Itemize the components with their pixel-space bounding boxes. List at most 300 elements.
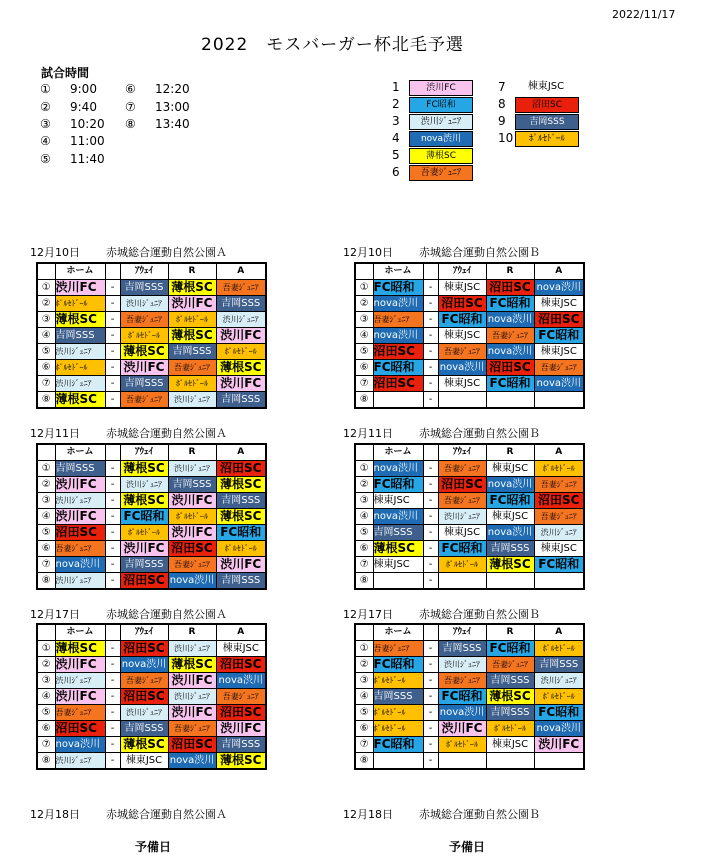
away-team: FC昭和 <box>120 509 168 525</box>
table-header-row <box>355 263 584 280</box>
home-team: 薄根SC <box>55 312 105 328</box>
away-team: 渋川ｼﾞｭﾆｱ <box>438 509 486 525</box>
legend-item <box>498 114 579 129</box>
legend-number: 1 <box>392 80 400 94</box>
home-team: FC昭和 <box>373 280 423 296</box>
match-number: ⑤ <box>37 525 55 541</box>
table-row <box>355 525 584 541</box>
match-separator: - <box>105 312 120 328</box>
match-number: ③ <box>37 493 55 509</box>
referee-team: 渋川FC <box>168 673 216 689</box>
legend-item <box>498 97 579 112</box>
referee-team: nova渋川 <box>168 573 216 590</box>
legend-number: 5 <box>392 148 400 162</box>
away-team: ﾎﾟﾙｾﾄﾞｰﾙ <box>438 737 486 753</box>
assistant-team: ﾎﾟﾙｾﾄﾞｰﾙ <box>534 461 584 477</box>
schedule-time-number: ④ <box>40 134 51 148</box>
table-row <box>355 657 584 673</box>
schedule-time-item <box>125 98 190 116</box>
referee-team: nova渋川 <box>168 753 216 770</box>
referee-team: ﾎﾟﾙｾﾄﾞｰﾙ <box>168 312 216 328</box>
away-team: 棟東JSC <box>438 376 486 392</box>
header-away: ｱｳｪｲ <box>438 263 486 280</box>
home-team: ﾎﾟﾙｾﾄﾞｰﾙ <box>55 296 105 312</box>
home-team: 渋川FC <box>55 657 105 673</box>
away-team: 薄根SC <box>120 737 168 753</box>
home-team: 吉岡SSS <box>373 689 423 705</box>
table-row <box>355 493 584 509</box>
referee-team: 薄根SC <box>168 280 216 296</box>
legend-item <box>392 97 473 112</box>
legend-team-box: nova渋川 <box>409 131 473 147</box>
table-row <box>37 493 266 509</box>
schedule-time-item <box>40 132 105 150</box>
match-number: ⑥ <box>37 721 55 737</box>
home-team: nova渋川 <box>55 737 105 753</box>
match-number: ⑥ <box>37 360 55 376</box>
referee-team: 渋川ｼﾞｭﾆｱ <box>168 461 216 477</box>
assistant-team: 吉岡SSS <box>216 392 266 409</box>
table-row <box>37 657 266 673</box>
assistant-team: 薄根SC <box>216 509 266 525</box>
referee-team: 沼田SC <box>168 541 216 557</box>
match-number: ② <box>355 657 373 673</box>
match-separator: - <box>105 525 120 541</box>
away-team: FC昭和 <box>438 312 486 328</box>
match-number: ⑥ <box>355 360 373 376</box>
header-away: ｱｳｪｲ <box>120 444 168 461</box>
referee-team: 薄根SC <box>168 328 216 344</box>
match-separator: - <box>423 280 438 296</box>
assistant-team: nova渋川 <box>216 673 266 689</box>
assistant-team: ﾎﾟﾙｾﾄﾞｰﾙ <box>534 689 584 705</box>
match-table <box>36 443 267 590</box>
referee-team: ﾎﾟﾙｾﾄﾞｰﾙ <box>486 721 534 737</box>
referee-team: 渋川FC <box>168 296 216 312</box>
section-header <box>30 606 227 622</box>
away-team: 沼田SC <box>438 477 486 493</box>
home-team: 吾妻ｼﾞｭﾆｱ <box>55 705 105 721</box>
referee-team: ﾎﾟﾙｾﾄﾞｰﾙ <box>168 376 216 392</box>
match-number: ⑧ <box>355 753 373 770</box>
table-row <box>37 280 266 296</box>
away-team: 吾妻ｼﾞｭﾆｱ <box>438 493 486 509</box>
home-team: 吾妻ｼﾞｭﾆｱ <box>373 641 423 657</box>
match-number: ① <box>37 280 55 296</box>
assistant-team: 吉岡SSS <box>216 296 266 312</box>
away-team: 渋川ｼﾞｭﾆｱ <box>438 657 486 673</box>
referee-team: 薄根SC <box>486 557 534 573</box>
referee-team <box>486 392 534 409</box>
home-team: FC昭和 <box>373 360 423 376</box>
match-separator: - <box>423 657 438 673</box>
match-number: ⑧ <box>355 392 373 409</box>
match-number: ⑦ <box>37 557 55 573</box>
header-away: ｱｳｪｲ <box>120 263 168 280</box>
legend-team-box: 吉岡SSS <box>515 114 579 130</box>
table-row <box>37 392 266 409</box>
match-separator: - <box>105 344 120 360</box>
match-number: ④ <box>355 328 373 344</box>
away-team: 渋川FC <box>120 360 168 376</box>
legend-team-box: FC昭和 <box>409 97 473 113</box>
home-team: 渋川ｼﾞｭﾆｱ <box>55 493 105 509</box>
assistant-team: nova渋川 <box>534 376 584 392</box>
referee-team: FC昭和 <box>486 296 534 312</box>
table-row <box>355 461 584 477</box>
assistant-team: 棟東JSC <box>534 296 584 312</box>
away-team: 沼田SC <box>120 689 168 705</box>
table-row <box>37 705 266 721</box>
referee-team: 棟東JSC <box>486 509 534 525</box>
match-number: ③ <box>355 673 373 689</box>
match-table <box>354 623 585 770</box>
table-header-row <box>37 444 266 461</box>
away-team: 薄根SC <box>120 493 168 509</box>
home-team: 棟東JSC <box>373 557 423 573</box>
schedule-time-value: 11:40 <box>70 152 105 166</box>
home-team: ﾎﾟﾙｾﾄﾞｰﾙ <box>373 673 423 689</box>
table-header-row <box>355 444 584 461</box>
referee-team: 吾妻ｼﾞｭﾆｱ <box>168 721 216 737</box>
home-team: nova渋川 <box>373 509 423 525</box>
match-number: ④ <box>355 509 373 525</box>
referee-team: nova渋川 <box>486 344 534 360</box>
section-date: 12月10日 <box>30 246 80 259</box>
table-row <box>355 705 584 721</box>
table-row <box>355 541 584 557</box>
referee-team: ﾎﾟﾙｾﾄﾞｰﾙ <box>168 509 216 525</box>
match-separator: - <box>105 689 120 705</box>
home-team: 渋川FC <box>55 509 105 525</box>
match-separator: - <box>423 328 438 344</box>
assistant-team: 渋川ｼﾞｭﾆｱ <box>534 673 584 689</box>
match-table <box>354 443 585 590</box>
document-title: 2022 モスバーガー杯北毛予選 <box>201 35 464 55</box>
home-team: nova渋川 <box>373 328 423 344</box>
section-date: 12月17日 <box>343 608 393 621</box>
schedule-time-number: ⑧ <box>125 117 136 131</box>
home-team: 渋川FC <box>55 689 105 705</box>
away-team: 渋川FC <box>438 721 486 737</box>
table-row <box>355 328 584 344</box>
referee-team: 沼田SC <box>168 737 216 753</box>
table-row <box>355 721 584 737</box>
document-date: 2022/11/17 <box>612 8 676 21</box>
referee-team: 沼田SC <box>486 280 534 296</box>
away-team: 沼田SC <box>438 296 486 312</box>
header-r: R <box>168 263 216 280</box>
legend-team-box: 沼田SC <box>515 97 579 113</box>
match-number: ③ <box>37 312 55 328</box>
home-team: nova渋川 <box>373 296 423 312</box>
assistant-team: 吾妻ｼﾞｭﾆｱ <box>534 477 584 493</box>
header-away: ｱｳｪｲ <box>120 624 168 641</box>
legend-team-box: 渋川ｼﾞｭﾆｱ <box>409 114 473 130</box>
match-number: ⑦ <box>37 737 55 753</box>
legend-team-box: 吾妻ｼﾞｭﾆｱ <box>409 165 473 181</box>
header-away: ｱｳｪｲ <box>438 444 486 461</box>
table-row <box>37 525 266 541</box>
assistant-team: 吉岡SSS <box>216 493 266 509</box>
referee-team: 薄根SC <box>168 657 216 673</box>
legend-team-box: 棟東JSC <box>515 80 577 94</box>
match-table <box>36 623 267 770</box>
referee-team: 吾妻ｼﾞｭﾆｱ <box>168 557 216 573</box>
header-home: ホーム <box>373 263 423 280</box>
match-number: ⑥ <box>355 721 373 737</box>
section-header <box>343 425 540 441</box>
match-number: ⑤ <box>355 705 373 721</box>
table-row <box>37 344 266 360</box>
referee-team: 吉岡SSS <box>486 673 534 689</box>
assistant-team: ﾎﾟﾙｾﾄﾞｰﾙ <box>216 541 266 557</box>
referee-team <box>486 573 534 590</box>
match-separator: - <box>423 392 438 409</box>
assistant-team: 吉岡SSS <box>216 737 266 753</box>
header-a: A <box>216 444 266 461</box>
assistant-team: FC昭和 <box>534 705 584 721</box>
home-team: 吉岡SSS <box>55 461 105 477</box>
match-number: ⑧ <box>37 753 55 770</box>
match-number: ⑦ <box>355 737 373 753</box>
away-team: 吉岡SSS <box>120 376 168 392</box>
away-team: 吉岡SSS <box>438 641 486 657</box>
referee-team: 棟東JSC <box>486 737 534 753</box>
table-row <box>355 737 584 753</box>
away-team: 吾妻ｼﾞｭﾆｱ <box>438 344 486 360</box>
away-team: 吾妻ｼﾞｭﾆｱ <box>438 461 486 477</box>
match-number: ④ <box>37 689 55 705</box>
referee-team: 棟東JSC <box>486 461 534 477</box>
match-number: ⑦ <box>355 376 373 392</box>
match-number: ⑥ <box>355 541 373 557</box>
match-number: ① <box>355 280 373 296</box>
referee-team: nova渋川 <box>486 477 534 493</box>
section-date: 12月17日 <box>30 608 80 621</box>
home-team: 沼田SC <box>55 525 105 541</box>
header-blank <box>105 624 120 641</box>
home-team: 薄根SC <box>55 392 105 409</box>
schedule-time-number: ⑦ <box>125 100 136 114</box>
footer-venue: 赤城総合運動自然公園Ｂ <box>419 808 540 821</box>
home-team: 吾妻ｼﾞｭﾆｱ <box>55 541 105 557</box>
schedule-time-number: ① <box>40 82 51 96</box>
match-separator: - <box>105 509 120 525</box>
away-team: 吾妻ｼﾞｭﾆｱ <box>438 673 486 689</box>
match-separator: - <box>105 461 120 477</box>
away-team: 吉岡SSS <box>120 721 168 737</box>
section-header <box>343 244 540 260</box>
away-team: 棟東JSC <box>438 525 486 541</box>
header-blank <box>355 444 373 461</box>
table-row <box>355 280 584 296</box>
section-date: 12月11日 <box>343 427 393 440</box>
match-number: ⑦ <box>355 557 373 573</box>
referee-team: 吉岡SSS <box>168 477 216 493</box>
match-separator: - <box>105 657 120 673</box>
match-number: ③ <box>355 312 373 328</box>
schedule-time-value: 9:40 <box>70 100 97 114</box>
schedule-time-value: 13:40 <box>155 117 190 131</box>
match-number: ② <box>37 657 55 673</box>
referee-team: 沼田SC <box>486 360 534 376</box>
match-separator: - <box>423 737 438 753</box>
referee-team: 薄根SC <box>486 689 534 705</box>
assistant-team: 沼田SC <box>534 312 584 328</box>
table-row <box>37 360 266 376</box>
table-row <box>37 557 266 573</box>
assistant-team <box>534 392 584 409</box>
assistant-team: 吾妻ｼﾞｭﾆｱ <box>216 280 266 296</box>
match-table <box>354 262 585 409</box>
home-team: 渋川ｼﾞｭﾆｱ <box>55 573 105 590</box>
legend-number: 7 <box>498 80 506 94</box>
home-team: 沼田SC <box>55 721 105 737</box>
away-team: nova渋川 <box>438 705 486 721</box>
away-team: 吾妻ｼﾞｭﾆｱ <box>120 312 168 328</box>
match-number: ② <box>37 296 55 312</box>
header-r: R <box>486 263 534 280</box>
table-row <box>37 509 266 525</box>
header-a: A <box>534 444 584 461</box>
assistant-team: FC昭和 <box>216 525 266 541</box>
table-row <box>355 573 584 590</box>
legend-number: 4 <box>392 131 400 145</box>
match-separator: - <box>105 541 120 557</box>
table-row <box>37 477 266 493</box>
home-team: FC昭和 <box>373 477 423 493</box>
table-row <box>355 312 584 328</box>
away-team: 渋川FC <box>120 541 168 557</box>
section-venue: 赤城総合運動自然公園Ａ <box>106 427 227 440</box>
match-separator: - <box>423 641 438 657</box>
match-separator: - <box>423 721 438 737</box>
referee-team: 渋川ｼﾞｭﾆｱ <box>168 641 216 657</box>
header-home: ホーム <box>55 444 105 461</box>
assistant-team: 棟東JSC <box>534 541 584 557</box>
assistant-team: 吾妻ｼﾞｭﾆｱ <box>534 360 584 376</box>
assistant-team: 渋川FC <box>216 376 266 392</box>
table-row <box>355 296 584 312</box>
referee-team: 吉岡SSS <box>168 344 216 360</box>
match-separator: - <box>423 344 438 360</box>
match-separator: - <box>105 328 120 344</box>
table-row <box>37 737 266 753</box>
match-number: ⑤ <box>37 344 55 360</box>
section-venue: 赤城総合運動自然公園Ａ <box>106 608 227 621</box>
referee-team: 吾妻ｼﾞｭﾆｱ <box>168 360 216 376</box>
header-home: ホーム <box>55 263 105 280</box>
match-number: ⑤ <box>355 525 373 541</box>
assistant-team: 渋川FC <box>216 557 266 573</box>
match-separator: - <box>105 721 120 737</box>
table-row <box>37 689 266 705</box>
referee-team: 渋川ｼﾞｭﾆｱ <box>168 689 216 705</box>
legend-number: 9 <box>498 114 506 128</box>
legend-team-box: 渋川FC <box>409 80 473 96</box>
assistant-team: nova渋川 <box>534 721 584 737</box>
home-team: 沼田SC <box>373 344 423 360</box>
legend-number: 10 <box>498 131 514 145</box>
assistant-team: 吾妻ｼﾞｭﾆｱ <box>534 509 584 525</box>
referee-team: FC昭和 <box>486 641 534 657</box>
away-team: ﾎﾟﾙｾﾄﾞｰﾙ <box>120 328 168 344</box>
table-row <box>355 557 584 573</box>
match-number: ① <box>355 641 373 657</box>
match-separator: - <box>423 573 438 590</box>
away-team: 棟東JSC <box>438 280 486 296</box>
header-blank <box>105 444 120 461</box>
referee-team: 渋川FC <box>168 705 216 721</box>
match-number: ② <box>37 477 55 493</box>
header-a: A <box>216 263 266 280</box>
assistant-team: 渋川FC <box>534 737 584 753</box>
assistant-team: 沼田SC <box>534 493 584 509</box>
schedule-time-number: ③ <box>40 117 51 131</box>
assistant-team: 吉岡SSS <box>216 573 266 590</box>
home-team: 薄根SC <box>373 541 423 557</box>
match-separator: - <box>105 705 120 721</box>
assistant-team: ﾎﾟﾙｾﾄﾞｰﾙ <box>534 641 584 657</box>
home-team: 渋川ｼﾞｭﾆｱ <box>55 376 105 392</box>
header-home: ホーム <box>373 444 423 461</box>
reserve-day-label: 予備日 <box>135 840 172 854</box>
referee-team: 吉岡SSS <box>486 705 534 721</box>
legend-number: 3 <box>392 114 400 128</box>
assistant-team: FC昭和 <box>534 557 584 573</box>
legend-item <box>392 131 473 146</box>
home-team: FC昭和 <box>373 657 423 673</box>
section-venue: 赤城総合運動自然公園Ｂ <box>419 246 540 259</box>
match-separator: - <box>423 673 438 689</box>
header-blank <box>37 444 55 461</box>
assistant-team: 渋川ｼﾞｭﾆｱ <box>216 312 266 328</box>
table-header-row <box>37 263 266 280</box>
referee-team: 吾妻ｼﾞｭﾆｱ <box>486 328 534 344</box>
match-number: ⑧ <box>37 392 55 409</box>
away-team: 吉岡SSS <box>120 557 168 573</box>
assistant-team: 沼田SC <box>216 705 266 721</box>
section-header <box>30 425 227 441</box>
assistant-team: 棟東JSC <box>534 344 584 360</box>
legend-number: 8 <box>498 97 506 111</box>
home-team: 渋川FC <box>55 280 105 296</box>
match-separator: - <box>423 509 438 525</box>
legend-item <box>392 165 473 180</box>
section-venue: 赤城総合運動自然公園Ａ <box>106 246 227 259</box>
home-team: nova渋川 <box>55 557 105 573</box>
footer-venue: 赤城総合運動自然公園Ａ <box>106 808 227 821</box>
away-team <box>438 573 486 590</box>
header-a: A <box>534 263 584 280</box>
away-team: 渋川ｼﾞｭﾆｱ <box>120 477 168 493</box>
match-number: ② <box>355 477 373 493</box>
assistant-team: 薄根SC <box>216 360 266 376</box>
match-number: ⑧ <box>355 573 373 590</box>
match-separator: - <box>105 753 120 770</box>
schedule-time-item <box>40 150 105 168</box>
schedule-time-value: 9:00 <box>70 82 97 96</box>
table-row <box>355 689 584 705</box>
away-team: ﾎﾟﾙｾﾄﾞｰﾙ <box>438 557 486 573</box>
match-number: ⑥ <box>37 541 55 557</box>
header-r: R <box>486 624 534 641</box>
match-separator: - <box>105 392 120 409</box>
table-row <box>37 641 266 657</box>
match-separator: - <box>105 280 120 296</box>
header-blank <box>355 624 373 641</box>
